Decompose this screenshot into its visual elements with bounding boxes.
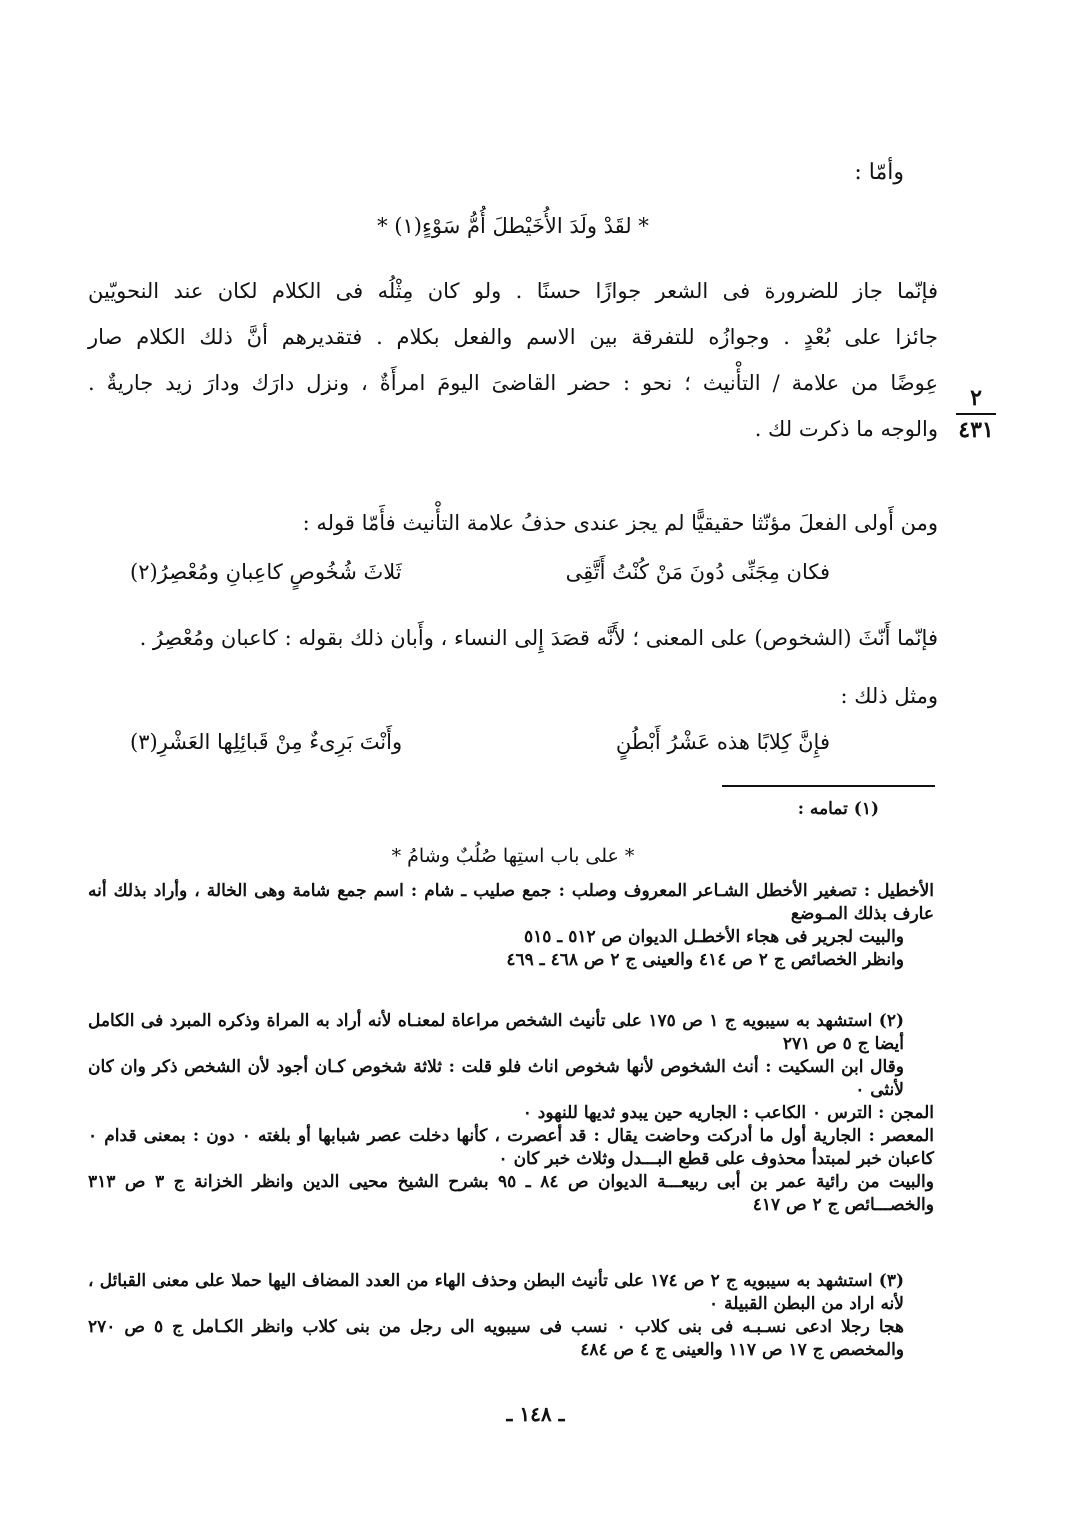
verse-2-first-hemistich: فكان مِجَنِّى دُونَ مَنْ كُنْتُ أَتَّقِى <box>565 560 830 584</box>
footnote-text: (٢) استشهد به سيبويه ج ١ ص ١٧٥ على تأنيث الشخص مراعاة لمعنـاه لأنه أراد به المراة وذكره المبرد فى الكامل أيضا ج ٥ ص ٢٧١ <box>88 1011 905 1054</box>
page-number: ـ ١٤٨ ـ <box>506 1402 565 1426</box>
footnote-1-verse: * على باب استِها صُلُبٌ وشامُ * <box>391 845 635 867</box>
paragraph-line: ومن أَولى الفعلَ مؤنّثا حقيقيًّا لم يجز عندى حذفُ علامة التأْنيث فأَمّا قوله : <box>302 511 938 535</box>
footnote-1 <box>88 880 934 972</box>
footnote-3 <box>88 1270 934 1362</box>
footnote-text: المعصر : الجارية أول ما أدركت وحاضت يقال : قد أعصرت ، كأنها دخلت عصر شبابها أو بلغته ٠ دون : بمعنى قدام ٠ كاعبان خبر لمبتدأ محذوف على قطع البـــدل وثلاث خبر كان ٠ <box>88 1126 934 1169</box>
main-paragraph <box>88 268 938 452</box>
footnote-text: والبيت من رائية عمر بن أبى ربيعـــة الديوان ص ٨٤ ـ ٩٥ بشرح الشيخ محيى الدين وانظر الخزانة ج ٣ ص ٣١٣ والخصـــائص ج ٢ ص ٤١٧ <box>88 1172 934 1215</box>
margin-ref-divider <box>956 413 996 415</box>
verse-1: * لقَدْ ولَدَ الأُخَيْطلَ أُمُّ سَوْءٍ(١) * <box>377 214 649 238</box>
paragraph-line: جائزا على بُعْدٍ . وجوازُه للتفرقة بين الاسم والفعل بكلام . فتقديرهم أنَّ ذلك الكلام صار <box>88 325 938 349</box>
margin-page-reference <box>946 385 1006 443</box>
paragraph-line: ومثل ذلك : <box>840 684 938 708</box>
verse-2 <box>130 560 900 600</box>
footnote-2 <box>88 1010 934 1217</box>
intro-text: وأمّا : <box>854 160 904 185</box>
footnote-separator <box>722 785 935 787</box>
paragraph-line: والوجه ما ذكرت لك . <box>754 417 938 441</box>
footnote-text: المجن : الترس ٠ الكاعب : الجاريه حين يبدو ثديها للنهود ٠ <box>522 1103 934 1123</box>
paragraph-line: فإنّما جاز للضرورة فى الشعر جوازًا حسنًا . ولو كان مِثْلُه فى الكلام لكان عند النحويّين <box>88 279 938 303</box>
verse-2-second-hemistich: ثَلاثَ شُخُوصٍ كاعِبانِ ومُعْصِرُ(٢) <box>130 560 402 584</box>
verse-3-first-hemistich: فإِنَّ كِلابًا هذه عَشْرُ أَبْطُنٍ <box>615 730 830 754</box>
footnote-text: والبيت لجرير فى هجاء الأخطـل الديوان ص ٥١٢ ـ ٥١٥ <box>523 927 904 947</box>
footnote-text: وقال ابن السكيت : أنث الشخوص لأنها شخوص اناث فلو قلت : ثلاثة شخوص كـان أجود لأن الشخص ذكر وان كان لأنثى ٠ <box>88 1057 904 1100</box>
verse-3 <box>130 730 900 770</box>
paragraph-line: عِوضًا من علامة / التأْنيث ؛ نحو : حضر القاضىَ اليومَ امرأَةٌ ، ونزل دارَك ودارَ زيد جاريةٌ . <box>88 371 938 395</box>
margin-ref-top: ٢ <box>970 385 982 411</box>
footnote-1-head <box>88 798 934 821</box>
footnote-heading: (١) تمامه : <box>797 799 879 819</box>
footnote-text: (٣) استشهد به سيبويه ج ٢ ص ١٧٤ على تأنيث البطن وحذف الهاء من العدد المضاف اليها حملا على معنى القبائل ، لأنه اراد من البطن القبيلة ٠ <box>88 1271 905 1314</box>
paragraph-line: فإنّما أَنّثَ (الشخوص) على المعنى ؛ لأَنَّه قصَدَ إِلى النساء ، وأَبان ذلك بقوله : كاعبان ومُعْصِرُ . <box>139 626 938 650</box>
footnote-text: وانظر الخصائص ج ٢ ص ٤١٤ والعينى ج ٢ ص ٤٦٨ ـ ٤٦٩ <box>506 950 904 970</box>
margin-ref-bottom: ٤٣١ <box>958 417 994 443</box>
verse-3-second-hemistich: وأَنْتَ بَرِىءٌ مِنْ قَبائِلِها العَشْرِ(٣) <box>130 730 403 754</box>
footnote-text: الأخطيل : تصغير الأخطل الشـاعر المعروف وصلب : جمع صليب ـ شام : اسم جمع شامة وهى الخالة ، وأراد بذلك أنه عارف بذلك المـوضع <box>88 881 935 924</box>
footnote-text: هجا رجلا ادعى نسـبـه فى بنى كلاب ٠ نسب فى سيبويه الى رجل من بنى كلاب وانظر الكـامل ج ٥ ص ٢٧٠ والمخصص ج ١٧ ص ١١٧ والعينى ج ٤ ص ٤٨٤ <box>88 1317 904 1360</box>
